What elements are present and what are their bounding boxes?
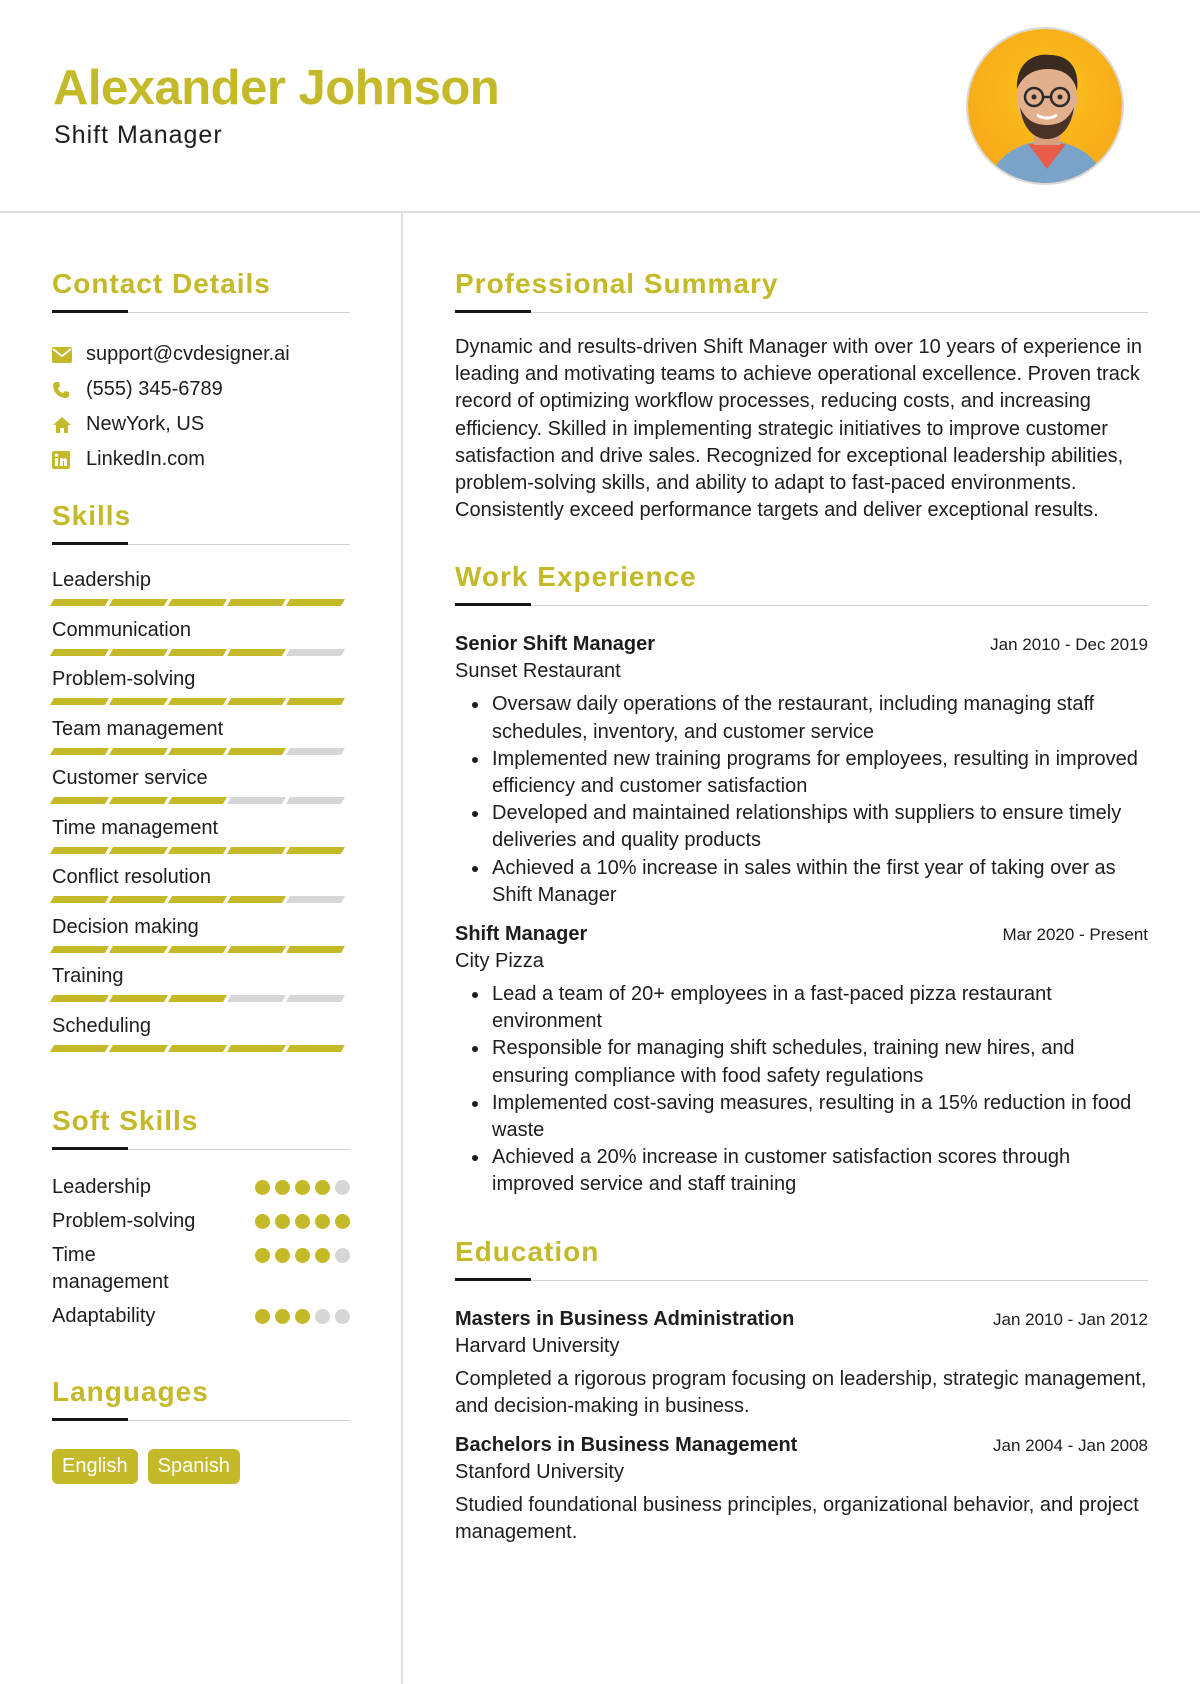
skill-level-segment bbox=[168, 797, 227, 804]
skill-level-segment bbox=[168, 847, 227, 854]
summary-text: Dynamic and results-driven Shift Manager with over 10 years of experience in leading and motivating teams to achieve operational excellence. Proven track record of optimizing workflow processes, reducing costs, and increasing efficiency. Skilled in implementing strategic initiatives to improve customer satisfaction and drive sales. Recognized for exceptional leadership abilities, problem-solving skills, and ability to adapt to fast-paced environments. Consistently exceed performance targets and deliver exceptional results. bbox=[455, 336, 1142, 522]
skills-list bbox=[52, 566, 350, 1061]
skill-level-segment bbox=[168, 995, 227, 1002]
skill-level-segment bbox=[168, 1045, 227, 1052]
contact-location-text: NewYork, US bbox=[86, 413, 205, 435]
job-bullet: Achieved a 20% increase in customer satisfaction scores through improved service and staff training bbox=[455, 1144, 1148, 1198]
column-divider bbox=[401, 213, 403, 1684]
skill-level-segment bbox=[109, 995, 168, 1002]
skill-level-segment bbox=[286, 946, 345, 953]
languages-heading-rule bbox=[52, 1418, 350, 1421]
contact-phone-text: (555) 345-6789 bbox=[86, 378, 223, 400]
skill-level-segment bbox=[286, 1045, 345, 1052]
skill-name: Decision making bbox=[52, 915, 199, 938]
contact-email[interactable] bbox=[52, 337, 350, 372]
soft-skill-rating bbox=[250, 1303, 350, 1324]
skill-level-segment bbox=[50, 748, 109, 755]
rating-dot bbox=[335, 1309, 350, 1324]
skill-name: Time management bbox=[52, 816, 218, 839]
rating-dot bbox=[295, 1248, 310, 1263]
soft-skill-rating bbox=[250, 1242, 350, 1263]
rating-dot bbox=[295, 1180, 310, 1195]
skill-level-segment bbox=[286, 995, 345, 1002]
rating-dot bbox=[275, 1248, 290, 1263]
education-heading: Education bbox=[455, 1235, 600, 1267]
rating-dot bbox=[295, 1309, 310, 1324]
school-name: Harvard University bbox=[455, 1334, 620, 1357]
rating-dot bbox=[335, 1248, 350, 1263]
skill-level-segment bbox=[109, 946, 168, 953]
soft-skill-name: Problem-solving bbox=[52, 1210, 196, 1232]
job-bullet: Achieved a 10% increase in sales within the first year of taking over as Shift Manager bbox=[455, 855, 1148, 909]
skill-item bbox=[52, 1012, 350, 1062]
home-icon bbox=[52, 416, 86, 434]
rating-dot bbox=[315, 1248, 330, 1263]
job-bullet: Implemented cost-saving measures, resulting in a 15% reduction in food waste bbox=[455, 1090, 1148, 1144]
linkedin-icon bbox=[52, 451, 86, 469]
skill-item bbox=[52, 913, 350, 963]
experience-heading: Work Experience bbox=[455, 561, 697, 593]
rating-dot bbox=[275, 1309, 290, 1324]
skill-item bbox=[52, 863, 350, 913]
contact-phone[interactable] bbox=[52, 372, 350, 407]
degree-title: Bachelors in Business Management bbox=[455, 1434, 798, 1457]
skill-name: Communication bbox=[52, 618, 191, 641]
resume-header bbox=[0, 0, 1200, 213]
degree-title: Masters in Business Administration bbox=[455, 1307, 795, 1330]
skill-level-segment bbox=[109, 649, 168, 656]
candidate-name: Alexander Johnson bbox=[53, 61, 500, 115]
summary-section bbox=[455, 268, 1148, 524]
profile-photo bbox=[966, 27, 1124, 185]
skill-level-segment bbox=[50, 1045, 109, 1052]
job-title: Shift Manager bbox=[455, 923, 588, 946]
job-entry bbox=[455, 631, 1148, 909]
skill-name: Conflict resolution bbox=[52, 866, 211, 888]
job-bullet: Responsible for managing shift schedules, training new hires, and ensuring compliance with food safety regulations bbox=[455, 1035, 1148, 1089]
skill-item bbox=[52, 616, 350, 666]
contact-email-text: support@cvdesigner.ai bbox=[86, 343, 290, 365]
summary-heading-rule bbox=[455, 310, 1148, 313]
candidate-title: Shift Manager bbox=[54, 121, 223, 149]
rating-dot bbox=[315, 1180, 330, 1195]
skill-name: Scheduling bbox=[52, 1014, 151, 1037]
skill-level-segment bbox=[109, 896, 168, 903]
job-bullets bbox=[455, 691, 1148, 909]
summary-heading: Professional Summary bbox=[455, 268, 779, 299]
contact-linkedin[interactable] bbox=[52, 442, 350, 477]
job-bullet: Oversaw daily operations of the restaurant, including managing staff schedules, inventory, and customer service bbox=[455, 691, 1148, 745]
job-dates: Jan 2010 - Dec 2019 bbox=[990, 635, 1148, 655]
skill-level-segment bbox=[168, 748, 227, 755]
job-title: Senior Shift Manager bbox=[455, 633, 656, 656]
contact-list bbox=[52, 337, 350, 477]
skill-level-segment bbox=[50, 797, 109, 804]
envelope-icon bbox=[52, 347, 86, 363]
rating-dot bbox=[335, 1214, 350, 1229]
education-dates: Jan 2010 - Jan 2012 bbox=[992, 1309, 1148, 1329]
skill-level-segment bbox=[50, 847, 109, 854]
skill-level-bar bbox=[52, 896, 347, 903]
skill-level-bar bbox=[52, 797, 347, 804]
soft-skill-rating bbox=[250, 1208, 350, 1229]
experience-section bbox=[455, 561, 1148, 1198]
rating-dot bbox=[255, 1309, 270, 1324]
skill-level-bar bbox=[52, 847, 347, 854]
contact-heading-rule bbox=[52, 310, 350, 313]
skill-level-bar bbox=[52, 649, 347, 656]
language-tag: English bbox=[52, 1449, 138, 1484]
languages-section bbox=[52, 1376, 350, 1484]
soft-skill-item bbox=[52, 1174, 350, 1201]
languages-heading: Languages bbox=[52, 1376, 209, 1407]
education-section bbox=[455, 1236, 1148, 1547]
rating-dot bbox=[255, 1248, 270, 1263]
skill-level-segment bbox=[227, 797, 286, 804]
skill-level-segment bbox=[168, 599, 227, 606]
skill-level-segment bbox=[50, 946, 109, 953]
skills-heading: Skills bbox=[52, 500, 132, 531]
job-bullet: Developed and maintained relationships with suppliers to ensure timely deliveries and quality products bbox=[455, 800, 1148, 854]
contact-linkedin-text: LinkedIn.com bbox=[86, 448, 205, 470]
left-column bbox=[52, 213, 350, 1484]
skill-level-segment bbox=[109, 1045, 168, 1052]
skill-level-segment bbox=[286, 847, 345, 854]
soft-skill-item bbox=[52, 1242, 350, 1296]
skill-level-segment bbox=[50, 698, 109, 705]
skill-name: Team management bbox=[52, 717, 224, 740]
rating-dot bbox=[335, 1180, 350, 1195]
rating-dot bbox=[275, 1180, 290, 1195]
skill-level-segment bbox=[227, 599, 286, 606]
skill-level-segment bbox=[227, 1045, 286, 1052]
job-bullet: Lead a team of 20+ employees in a fast-paced pizza restaurant environment bbox=[455, 981, 1148, 1035]
soft-skill-name: Leadership bbox=[52, 1176, 151, 1198]
skill-level-segment bbox=[286, 896, 345, 903]
skill-level-bar bbox=[52, 946, 347, 953]
skill-level-segment bbox=[168, 649, 227, 656]
education-entry bbox=[455, 1306, 1148, 1420]
skill-level-segment bbox=[286, 748, 345, 755]
skill-level-segment bbox=[109, 797, 168, 804]
language-tag: Spanish bbox=[148, 1449, 240, 1484]
skill-name: Problem-solving bbox=[52, 668, 196, 690]
languages-list bbox=[52, 1449, 350, 1484]
skill-level-segment bbox=[50, 995, 109, 1002]
skill-level-segment bbox=[227, 847, 286, 854]
job-bullets bbox=[455, 981, 1148, 1199]
soft-skill-name: Adaptability bbox=[52, 1305, 156, 1327]
skill-level-segment bbox=[50, 649, 109, 656]
phone-icon bbox=[52, 381, 86, 399]
soft-skill-name: Time management bbox=[52, 1244, 169, 1293]
rating-dot bbox=[255, 1180, 270, 1195]
skill-level-segment bbox=[50, 896, 109, 903]
rating-dot bbox=[275, 1214, 290, 1229]
skill-item bbox=[52, 665, 350, 715]
school-name: Stanford University bbox=[455, 1461, 624, 1484]
skill-level-segment bbox=[227, 698, 286, 705]
skill-item bbox=[52, 962, 350, 1012]
skill-name: Leadership bbox=[52, 569, 151, 591]
skill-level-segment bbox=[286, 649, 345, 656]
soft-skills-heading: Soft Skills bbox=[52, 1105, 199, 1136]
skills-heading-rule bbox=[52, 542, 350, 545]
soft-skill-item bbox=[52, 1208, 350, 1235]
skill-level-segment bbox=[109, 748, 168, 755]
skill-level-segment bbox=[168, 946, 227, 953]
soft-skills-section bbox=[52, 1105, 350, 1330]
skill-level-segment bbox=[286, 599, 345, 606]
education-entry bbox=[455, 1432, 1148, 1546]
experience-heading-rule bbox=[455, 603, 1148, 606]
soft-skills-heading-rule bbox=[52, 1147, 350, 1150]
skill-level-segment bbox=[286, 797, 345, 804]
contact-location bbox=[52, 407, 350, 442]
education-heading-rule bbox=[455, 1278, 1148, 1281]
job-entry bbox=[455, 921, 1148, 1199]
education-dates: Jan 2004 - Jan 2008 bbox=[992, 1436, 1148, 1456]
skill-item bbox=[52, 764, 350, 814]
skill-level-segment bbox=[109, 847, 168, 854]
job-bullet: Implemented new training programs for employees, resulting in improved efficiency and customer satisfaction bbox=[455, 746, 1148, 800]
skill-level-segment bbox=[227, 896, 286, 903]
skill-level-segment bbox=[227, 946, 286, 953]
skill-level-segment bbox=[168, 896, 227, 903]
skill-level-segment bbox=[286, 698, 345, 705]
skills-section bbox=[52, 500, 350, 1061]
skill-level-bar bbox=[52, 599, 347, 606]
skill-level-bar bbox=[52, 995, 347, 1002]
skill-level-bar bbox=[52, 698, 347, 705]
rating-dot bbox=[255, 1214, 270, 1229]
skill-level-segment bbox=[227, 995, 286, 1002]
rating-dot bbox=[315, 1214, 330, 1229]
skill-item bbox=[52, 566, 350, 616]
skill-name: Customer service bbox=[52, 767, 208, 789]
skill-level-bar bbox=[52, 748, 347, 755]
skill-level-segment bbox=[50, 599, 109, 606]
skill-level-segment bbox=[109, 599, 168, 606]
soft-skill-item bbox=[52, 1303, 350, 1330]
education-description: Studied foundational business principles, organizational behavior, and project management. bbox=[455, 1494, 1139, 1544]
soft-skill-rating bbox=[250, 1174, 350, 1195]
skill-name: Training bbox=[52, 965, 124, 987]
job-dates: Mar 2020 - Present bbox=[1002, 925, 1148, 945]
right-column bbox=[455, 213, 1148, 1546]
rating-dot bbox=[315, 1309, 330, 1324]
skill-item bbox=[52, 814, 350, 864]
skill-level-bar bbox=[52, 1045, 347, 1052]
skill-level-segment bbox=[227, 748, 286, 755]
contact-section bbox=[52, 268, 350, 477]
skill-item bbox=[52, 715, 350, 765]
skill-level-segment bbox=[109, 698, 168, 705]
education-description: Completed a rigorous program focusing on leadership, strategic management, and decision-making in business. bbox=[455, 1367, 1147, 1417]
skill-level-segment bbox=[168, 698, 227, 705]
contact-heading: Contact Details bbox=[52, 268, 271, 299]
rating-dot bbox=[295, 1214, 310, 1229]
job-company: Sunset Restaurant bbox=[455, 660, 621, 683]
skill-level-segment bbox=[227, 649, 286, 656]
soft-skills-list bbox=[52, 1174, 350, 1330]
job-company: City Pizza bbox=[455, 950, 544, 973]
